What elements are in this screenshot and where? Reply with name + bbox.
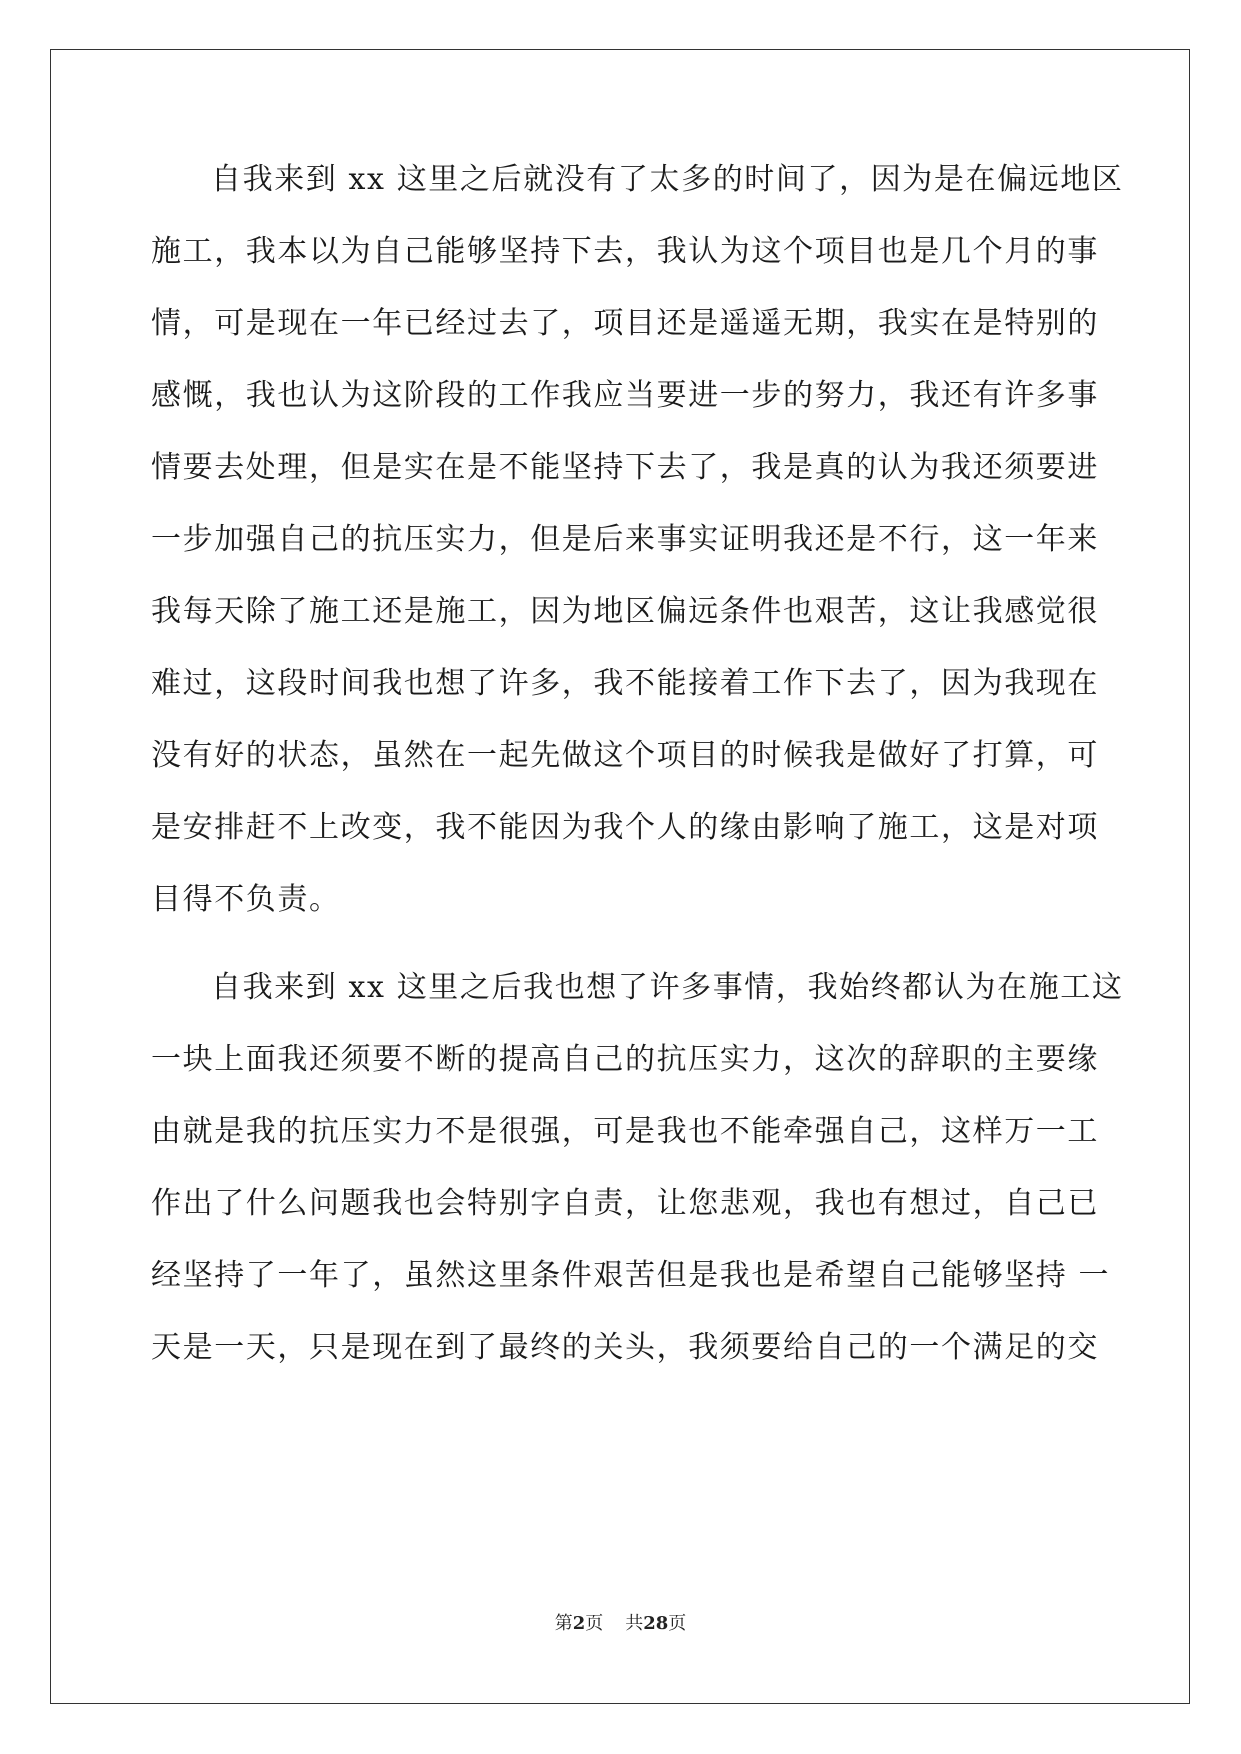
paragraph-2-line-5: 经坚持了一年了，虽然这里条件艰苦但是我也是希望自己能够坚持 一 (151, 1258, 1111, 1293)
paragraph-1-line-1: 自我来到 xx 这里之后就没有了太多的时间了，因为是在偏远地区 (211, 162, 1124, 197)
paragraph-1-line-7: 我每天除了施工还是施工，因为地区偏远条件也艰苦，这让我感觉很 (151, 594, 1099, 629)
page-suffix: 页 (585, 1613, 604, 1634)
total-prefix: 共 (625, 1613, 644, 1634)
paragraph-2-line-6: 天是一天，只是现在到了最终的关头，我须要给自己的一个满足的交 (151, 1330, 1099, 1365)
paragraph-2-line-2: 一块上面我还须要不断的提高自己的抗压实力，这次的辞职的主要缘 (151, 1042, 1099, 1077)
page-prefix: 第 (554, 1613, 573, 1634)
paragraph-1-line-4: 感慨，我也认为这阶段的工作我应当要进一步的努力，我还有许多事 (151, 378, 1099, 413)
paragraph-1-line-3: 情，可是现在一年已经过去了，项目还是遥遥无期，我实在是特别的 (151, 306, 1099, 341)
paragraph-2-line-1: 自我来到 xx 这里之后我也想了许多事情，我始终都认为在施工这 (211, 970, 1124, 1005)
page-number: 2 (572, 1613, 586, 1634)
paragraph-1-line-9: 没有好的状态，虽然在一起先做这个项目的时候我是做好了打算，可 (151, 738, 1099, 773)
paragraph-1-line-2: 施工，我本以为自己能够坚持下去，我认为这个项目也是几个月的事 (151, 234, 1099, 269)
paragraph-1-line-11: 目得不负责。 (151, 882, 341, 917)
total-pages: 28 (643, 1613, 669, 1634)
paragraph-1-line-5: 情要去处理，但是实在是不能坚持下去了，我是真的认为我还须要进 (151, 450, 1099, 485)
paragraph-2-line-3: 由就是我的抗压实力不是很强，可是我也不能牵强自己，这样万一工 (151, 1114, 1099, 1149)
paragraph-1-line-8: 难过，这段时间我也想了许多，我不能接着工作下去了，因为我现在 (151, 666, 1099, 701)
paragraph-2-line-4: 作出了什么问题我也会特别字自责，让您悲观，我也有想过，自己已 (151, 1186, 1099, 1221)
total-suffix: 页 (668, 1613, 687, 1634)
paragraph-1-line-6: 一步加强自己的抗压实力，但是后来事实证明我还是不行，这一年来 (151, 522, 1099, 557)
page-border (50, 49, 1190, 1704)
page-footer (0, 1612, 1241, 1636)
paragraph-1-line-10: 是安排赶不上改变，我不能因为我个人的缘由影响了施工，这是对项 (151, 810, 1099, 845)
